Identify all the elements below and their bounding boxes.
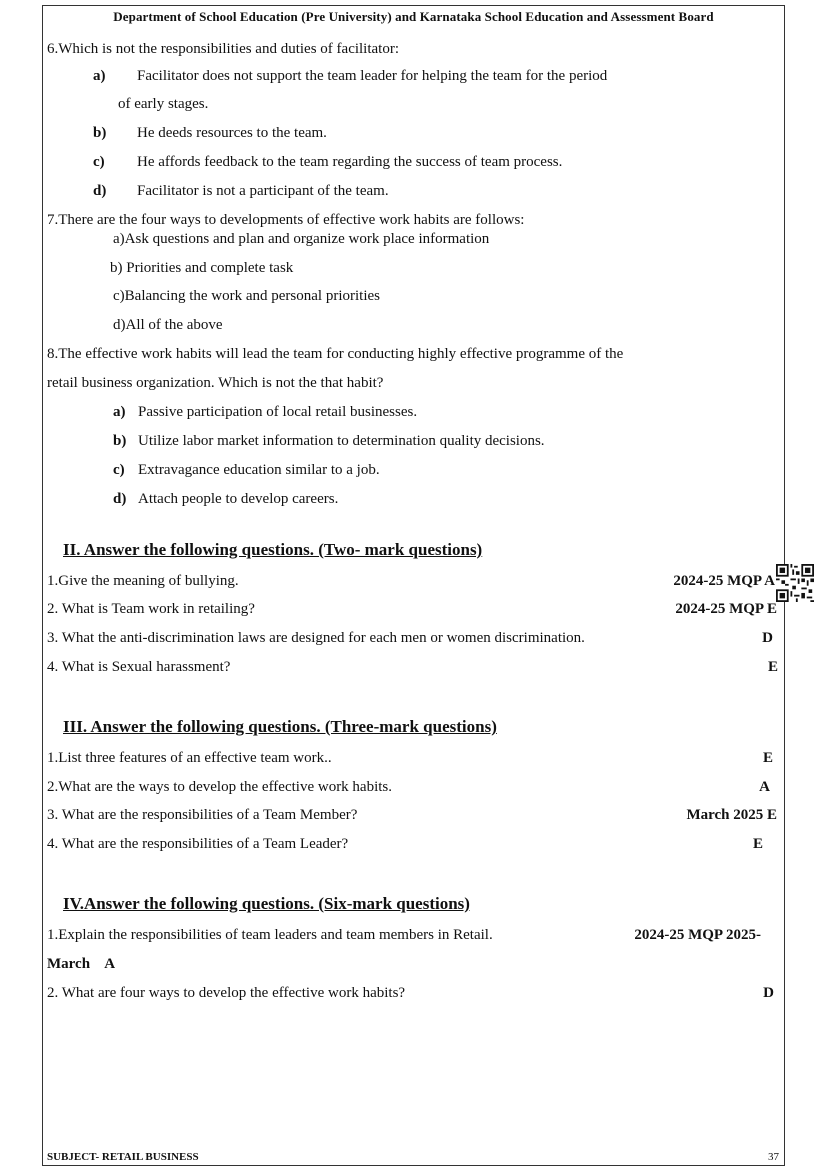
section-2-title: II. Answer the following questions. (Two- mark questions) <box>63 540 483 559</box>
question-8-cont: retail business organization. Which is not the that habit? <box>47 375 384 391</box>
q8-option-c-label: c) <box>113 462 125 478</box>
question-7: 7.There are the four ways to developments of effective work habits are follows: <box>47 212 525 228</box>
s3-question-1: 1.List three features of an effective team work.. <box>47 750 332 766</box>
section-3-title: III. Answer the following questions. (Three-mark questions) <box>63 717 497 736</box>
s2-question-2-code: 2024-25 MQP E <box>675 601 777 617</box>
q6-option-b-label: b) <box>93 125 107 141</box>
q6-option-c-text: He affords feedback to the team regarding the success of team process. <box>137 154 563 170</box>
s3-question-2: 2.What are the ways to develop the effective work habits. <box>47 779 393 795</box>
q7-option-b: b) Priorities and complete task <box>110 260 294 276</box>
q6-option-a-label: a) <box>93 68 106 84</box>
s4-question-1-code-cont: March A <box>47 956 116 972</box>
s3-question-4-code: E <box>752 836 763 852</box>
footer-subject: SUBJECT- RETAIL BUSINESS <box>47 1151 199 1163</box>
q8-option-c-text: Extravagance education similar to a job. <box>138 462 380 478</box>
q7-option-c: c)Balancing the work and personal priorities <box>113 288 380 304</box>
q8-option-a-label: a) <box>113 404 126 420</box>
s2-question-1-code: 2024-25 MQP A <box>673 573 775 589</box>
q6-option-a-text-cont: of early stages. <box>118 96 209 112</box>
q6-option-c-label: c) <box>93 154 105 170</box>
s3-question-3-code: March 2025 E <box>686 807 777 823</box>
s4-question-1: 1.Explain the responsibilities of team leaders and team members in Retail. <box>47 927 493 943</box>
question-8: 8.The effective work habits will lead the team for conducting highly effective programme of the <box>47 346 624 362</box>
q8-option-a-text: Passive participation of local retail businesses. <box>138 404 418 420</box>
s4-question-2: 2. What are four ways to develop the effective work habits? <box>47 985 406 1001</box>
s2-question-1: 1.Give the meaning of bullying. <box>47 573 239 589</box>
q6-option-b-text: He deeds resources to the team. <box>137 125 327 141</box>
q6-option-a-text: Facilitator does not support the team leader for helping the team for the period <box>137 68 608 84</box>
s4-question-1-code: 2024-25 MQP 2025- <box>634 927 761 943</box>
q8-option-b-text: Utilize labor market information to determination quality decisions. <box>138 433 545 449</box>
q7-option-d: d)All of the above <box>113 317 223 333</box>
s2-question-2: 2. What is Team work in retailing? <box>47 601 255 617</box>
footer-page-number: 37 <box>768 1151 779 1163</box>
s4-question-2-code: D <box>763 985 774 1001</box>
question-6: 6.Which is not the responsibilities and duties of facilitator: <box>47 41 400 57</box>
s3-question-3: 3. What are the responsibilities of a Team Member? <box>47 807 358 823</box>
s2-question-3: 3. What the anti-discrimination laws are designed for each men or women discrimination. <box>47 630 585 646</box>
s2-question-4: 4. What is Sexual harassment? <box>47 659 231 675</box>
q7-option-a: a)Ask questions and plan and organize work place information <box>113 231 490 247</box>
s3-question-2-code: A <box>759 779 770 795</box>
s3-question-1-code: E <box>762 750 773 766</box>
s2-question-3-code: D <box>762 630 773 646</box>
q8-option-b-label: b) <box>113 433 127 449</box>
q6-option-d-label: d) <box>93 183 107 199</box>
q8-option-d-text: Attach people to develop careers. <box>138 491 339 507</box>
s3-question-4: 4. What are the responsibilities of a Team Leader? <box>47 836 349 852</box>
page-header: Department of School Education (Pre University) and Karnataka School Education and Assessment Board <box>113 9 714 24</box>
section-4-title: IV.Answer the following questions. (Six-mark questions) <box>63 894 470 913</box>
s2-question-4-code: E <box>767 659 778 675</box>
qr-code <box>776 564 814 602</box>
q6-option-d-text: Facilitator is not a participant of the team. <box>137 183 389 199</box>
q8-option-d-label: d) <box>113 491 127 507</box>
